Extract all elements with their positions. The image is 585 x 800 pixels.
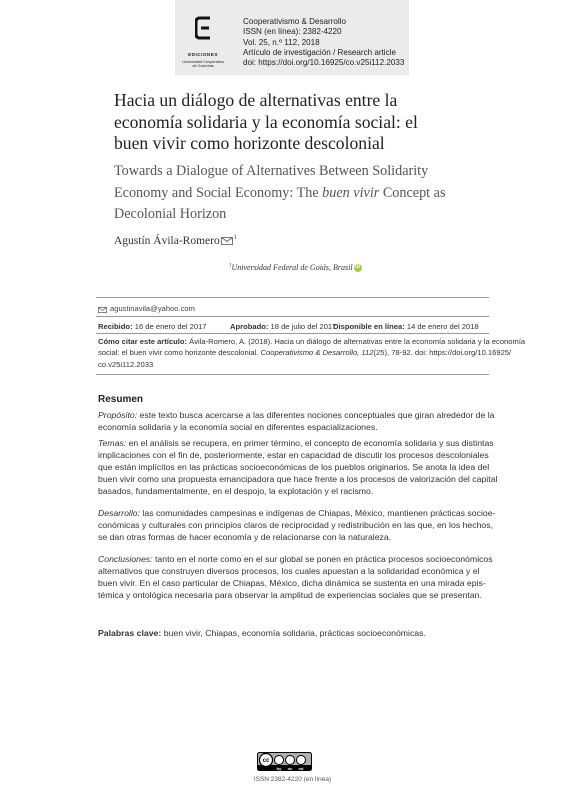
svg-text:by: by	[276, 765, 282, 771]
abstract-conclusiones: Conclusiones: tanto en el norte como en el sur global se ponen en práctica procesos socioeconómicos alternativos que construyen diversos procesos, los cuales apuestan a la solidaridad económica y el buen vivir. En el caso particular de Chiapas, México, dicha dinámica se sustenta en una mirada epis- témica y ontológica necesaria para observar la amplitud de experiencias sociales que se presentan.	[98, 554, 493, 601]
approved-date: Aprobado: 18 de julio del 2017	[230, 322, 337, 331]
abstract-heading: Resumen	[98, 394, 144, 405]
creative-commons-license-icon[interactable]	[257, 752, 312, 771]
publisher-imprint: EDICIONES	[188, 52, 218, 57]
mail-icon	[98, 306, 107, 312]
affiliation: $^1$Universidad Federal de Goiás, Brasil iD	[229, 263, 361, 272]
journal-name: Cooperativismo & Desarrollo	[243, 17, 347, 26]
online-date: Disponible en línea: 14 de enero del 2018	[333, 322, 479, 331]
journal-volume: Vol. 25, n.º 112, 2018	[243, 37, 320, 47]
journal-issn: ISSN (en línea): 2382-4220	[243, 27, 342, 37]
publisher-university: Universidad Cooperativa de Colombia	[182, 60, 224, 69]
divider	[96, 374, 489, 375]
abstract-proposito: Propósito: este texto busca acercarse a las diferentes nociones conceptuales que giran alrededor de la economía solidaria y la economía social en diferentes espacializaciones.	[98, 410, 495, 433]
abstract-temas: Temas: en el análisis se recupera, en primer término, el concepto de economía solidaria y sus distintas implicaciones con el fin de, posteriormente, estar en capacidad de discutir los procesos descoloniales que están implícitos en las prácticas socioeconómicas de los pueblos originarios. Se anota la idea del buen vivir como una propuesta emancipadora que hace frente a los procesos de valorización del capital basados, fundamentalmente, en el despojo, la explotación y el racismo.	[98, 438, 498, 497]
citation: Cómo citar este artículo: Ávila-Romero, A. (2018). Hacia un diálogo de alternativas entre la economía solidaria y la economía social: el buen vivir como horizonte descolonial. Cooperativismo & Desarrollo, 112(25), 78-92. doi: https://doi.org/10.16925/ co.v25i112.2033	[98, 337, 526, 369]
footer-issn: ISSN 2382-4220 (en línea)	[253, 776, 332, 783]
divider	[96, 297, 489, 298]
article-title-en: Towards a Dialogue of Alternatives Between Solidarity Economy and Social Economy: The buen vivir Concept as Decolonial Horizon	[114, 163, 446, 222]
author: Agustín Ávila-Romero $^1$	[114, 234, 237, 247]
orcid-icon[interactable]: iD	[355, 265, 361, 271]
keywords: Palabras clave: buen vivir, Chiapas, economía solidaria, prácticas socioeconómicas.	[98, 628, 426, 638]
svg-text:nc: nc	[287, 765, 293, 771]
journal-info	[243, 17, 404, 68]
ediciones-e-icon	[195, 16, 211, 40]
author-name: Agustín Ávila-Romero	[114, 234, 220, 247]
publisher-logo	[182, 8, 224, 72]
svg-text:cc: cc	[262, 758, 270, 765]
received-date: Recibido: 16 de enero del 2017	[98, 322, 207, 331]
divider	[96, 316, 489, 317]
author-email[interactable]: agustinavila@yahoo.com	[98, 304, 195, 313]
svg-text:nd: nd	[298, 765, 304, 771]
abstract-desarrollo: Desarrollo: las comunidades campesinas e indígenas de Chiapas, México, mantienen prácticas socioe- conómicas y culturales con principios claros de reciprocidad y redistribución en las que, en los hechos, se dan otras formas de hacer economía y de relacionarse con la naturaleza.	[98, 508, 496, 543]
article-type: Artículo de investigación / Research article	[243, 47, 396, 57]
mail-icon[interactable]	[221, 236, 233, 244]
divider	[96, 333, 489, 334]
article-title-es: Hacia un diálogo de alternativas entre la economía solidaria y la economía social: el buen vivir como horizonte descolonial	[114, 90, 418, 153]
journal-doi[interactable]: doi: https://doi.org/10.16925/co.v25i112.2033	[243, 58, 405, 68]
